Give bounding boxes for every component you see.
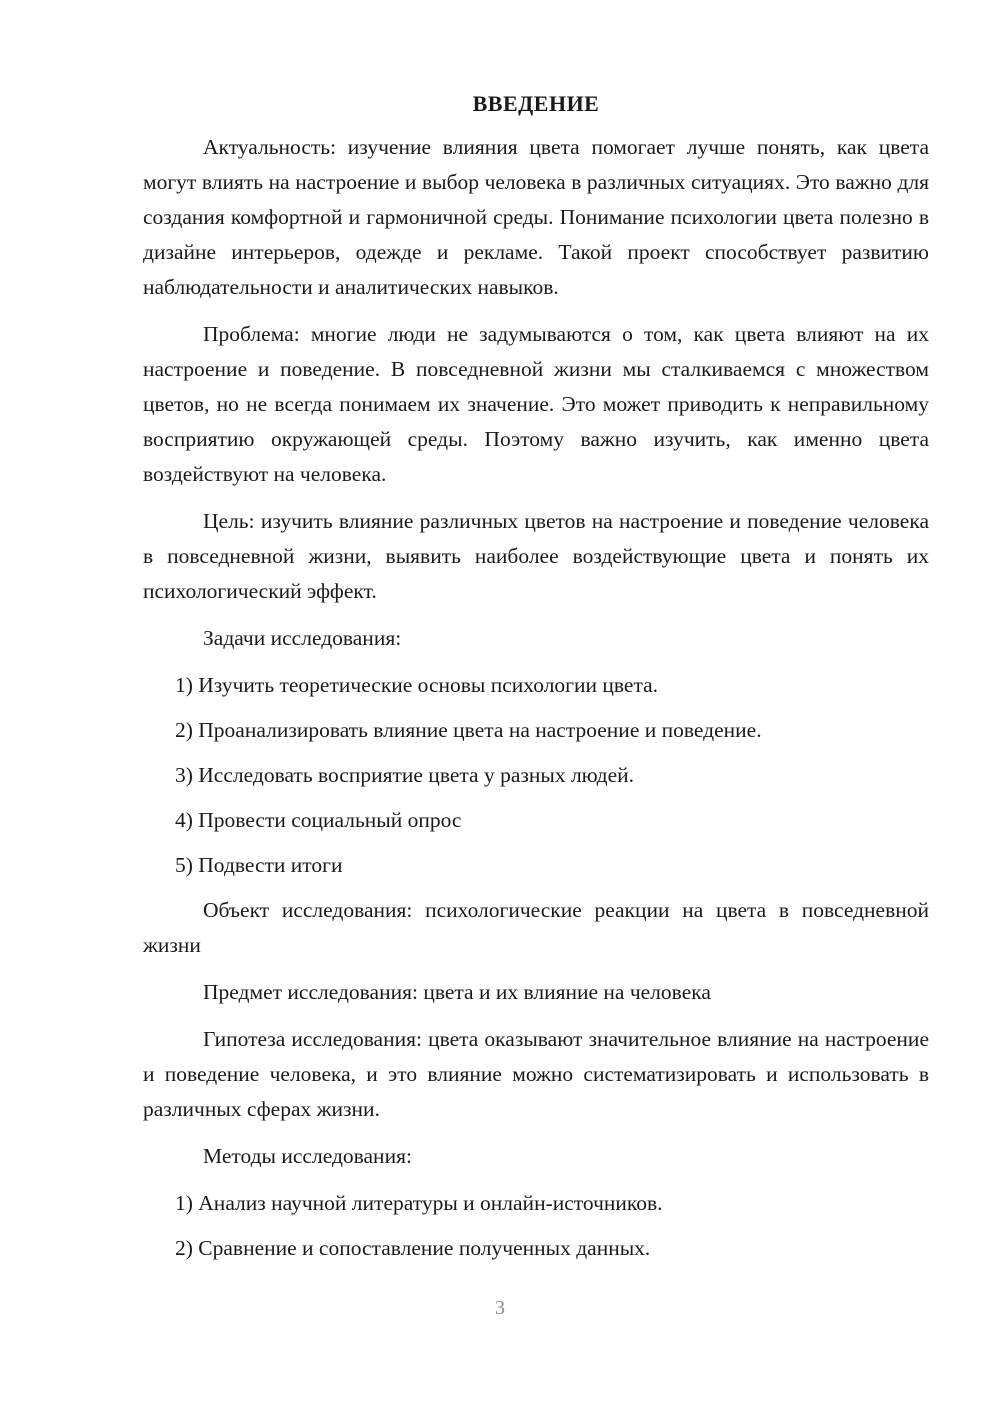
method-item: 1) Анализ научной литературы и онлайн-источников. — [175, 1191, 663, 1215]
object-paragraph: Объект исследования: психологические реакции на цвета в повседневной жизни — [143, 898, 929, 957]
page-title: ВВЕДЕНИЕ — [472, 91, 600, 116]
methods-heading: Методы исследования: — [203, 1144, 412, 1168]
method-item: 2) Сравнение и сопоставление полученных данных. — [175, 1236, 651, 1260]
task-item: 4) Провести социальный опрос — [175, 808, 462, 832]
hypothesis-paragraph: Гипотеза исследования: цвета оказывают значительное влияние на настроение и поведение человека, и это влияние можно систематизировать и использовать в различных сферах жизни. — [143, 1027, 929, 1121]
task-item: 1) Изучить теоретические основы психологии цвета. — [175, 673, 659, 697]
task-item: 2) Проанализировать влияние цвета на настроение и поведение. — [175, 718, 762, 742]
page-content — [143, 90, 929, 1276]
goal-paragraph: Цель: изучить влияние различных цветов на настроение и поведение человека в повседневной жизни, выявить наиболее воздействующие цвета и понять их психологический эффект. — [143, 509, 929, 603]
task-item: 5) Подвести итоги — [175, 853, 343, 877]
task-item: 3) Исследовать восприятие цвета у разных людей. — [175, 763, 635, 787]
tasks-heading: Задачи исследования: — [203, 626, 402, 650]
relevance-paragraph: Актуальность: изучение влияния цвета помогает лучше понять, как цвета могут влиять на настроение и выбор человека в различных ситуациях. Это важно для создания комфортной и гармоничной среды. Понимание психологии цвета полезно в дизайне интерьеров, одежде и рекламе. Такой проект способствует развитию наблюдательности и аналитических навыков. — [143, 135, 929, 299]
subject-paragraph: Предмет исследования: цвета и их влияние на человека — [203, 980, 711, 1004]
problem-paragraph: Проблема: многие люди не задумываются о том, как цвета влияют на их настроение и поведение. В повседневной жизни мы сталкиваемся с множеством цветов, но не всегда понимаем их значение. Это может приводить к неправильному восприятию окружающей среды. Поэтому важно изучить, как именно цвета воздействуют на человека. — [143, 322, 929, 486]
page-number: 3 — [495, 1297, 505, 1319]
